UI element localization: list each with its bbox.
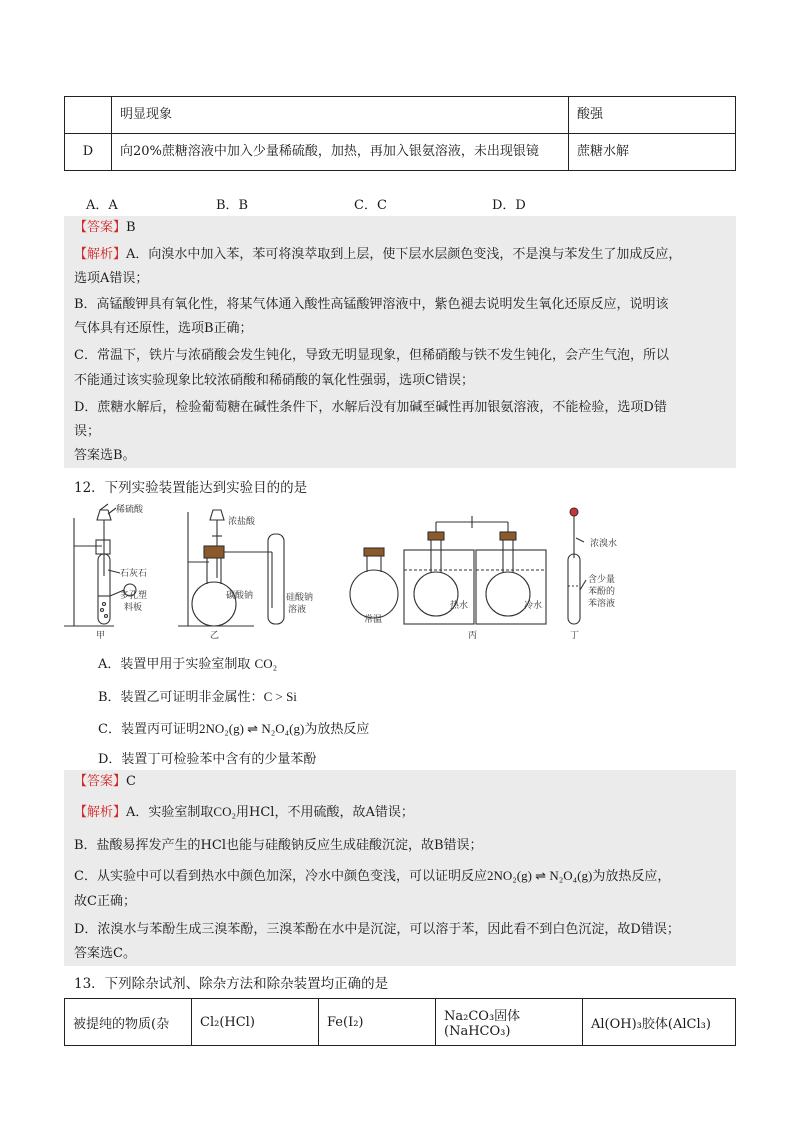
table-cell [65,97,112,134]
diagram-label: 硅酸钠 [286,593,314,603]
analysis-tag: 【解析】 [74,805,127,820]
diagram-label: 含少量 [588,575,616,585]
table-cell: 明显现象 [112,97,569,134]
diagram-label: 热水 [450,601,469,611]
q11-answer [74,218,136,238]
answer-value: C [126,774,136,789]
analysis-line: D．浓溴水与苯酚生成三溴苯酚，三溴苯酚在水中是沉淀，可以溶于苯，因此看不到白色沉淀，故D错误； [74,922,680,937]
option-c: C．C [354,198,387,213]
table-row [65,999,736,1046]
table-header: Cl₂(HCl) [192,999,319,1046]
option-text: B．装置乙可证明非金属性： [98,690,264,705]
analysis-text: A．向溴水中加入苯，苯可将溴萃取到上层，使下层水层颜色变浅，不是溴与苯发生了加成反应， [126,247,682,262]
option-text: 为放热反应 [304,722,370,737]
diagram-label: 溶液 [288,605,307,615]
table-cell: D [65,134,112,171]
table-cell: 向20%蔗糖溶液中加入少量稀硫酸，加热，再加入银氨溶液，未出现银镜 [112,134,569,171]
option-b: B．B [216,198,249,213]
table-header: 被提纯的物质(杂 [65,999,192,1046]
analysis-tag: 【解析】 [74,247,127,262]
table-header: Al(OH)₃胶体(AlCl₃) [583,999,736,1046]
diagram-label: 乙 [210,631,220,640]
analysis-line: 答案选C。 [74,946,136,961]
diagram-label: 苯溶液 [588,599,616,609]
q12-apparatus-diagram [64,498,624,640]
analysis-line: C．常温下，铁片与浓硝酸会发生钝化，导致无明显现象，但稀硝酸与铁不发生钝化，会产生气泡，所以 [74,348,669,363]
diagram-label: 丙 [468,631,478,640]
diagram-label: 冷水 [524,601,543,611]
analysis-line: B．高锰酸钾具有氧化性，将某气体通入酸性高锰酸钾溶液中，紫色褪去说明发生氧化还原反应，说明该 [74,297,669,312]
analysis-line [74,802,414,823]
diagram-label: 常温 [364,615,383,625]
table-cell: 蔗糖水解 [569,134,736,171]
analysis-line: 气体具有还原性，选项B正确； [74,321,253,336]
diagram-label: 丁 [570,631,580,640]
analysis-text: 为放热反应， [592,869,671,884]
diagram-label: 料板 [124,603,143,613]
option-text: A．装置甲用于实验室制取 [98,657,251,672]
analysis-line: 选项A错误； [74,271,149,286]
q13-stem: 13．下列除杂试剂、除杂方法和除杂装置均正确的是 [74,976,389,992]
answer-value: B [126,220,136,235]
option-a: A．A [86,198,118,213]
q13-table [64,998,736,1046]
diagram-label: 苯酚的 [588,587,616,597]
formula-co2: CO₂ [213,804,236,819]
formula-co2: CO₂ [254,656,278,671]
analysis-text: 用HCl，不用硫酸，故A错误； [236,805,414,820]
table-header: Na₂CO₃固体(NaHCO₃) [436,999,583,1046]
q12-answer [74,772,136,792]
q12-option-d: D．装置丁可检验苯中含有的少量苯酚 [98,752,317,767]
table-cell: 酸强 [569,97,736,134]
analysis-line: 故C正确； [74,894,136,909]
formula-reaction: 2NO₂(g) ⇌ N₂O₄(g) [198,721,305,736]
q12-option-b [98,686,297,705]
table-header: Fe(I₂) [319,999,436,1046]
q12-stem: 12．下列实验装置能达到实验目的的是 [74,480,308,496]
diagram-label: 浓溴水 [590,539,618,549]
diagram-label: 石灰石 [120,569,148,579]
analysis-line [74,866,670,887]
diagram-label: 稀硫酸 [116,505,144,515]
answer-tag: 【答案】 [74,220,127,235]
analysis-line [74,245,681,265]
q12-option-c [98,718,369,737]
analysis-text: C．从实验中可以看到热水中颜色加深，冷水中颜色变浅，可以证明反应 [74,869,487,884]
diagram-label: 碳酸钠 [226,591,254,601]
analysis-line: 误； [74,424,101,439]
table-row [65,134,736,171]
answer-tag: 【答案】 [74,774,127,789]
q12-option-a [98,653,277,672]
analysis-text: A．实验室制取 [126,805,214,820]
formula-reaction: 2NO₂(g) ⇌ N₂O₄(g) [486,868,593,883]
analysis-line: D．蔗糖水解后，检验葡萄糖在碱性条件下，水解后没有加碱至碱性再加银氨溶液，不能检验，选项D错 [74,400,667,415]
diagram-label: 多孔塑 [120,591,148,601]
q11-table [64,96,736,171]
option-text: C．装置丙可证明 [98,722,199,737]
table-row [65,97,736,134]
analysis-line: 答案选B。 [74,448,136,463]
diagram-label: 甲 [96,631,106,640]
analysis-line: B．盐酸易挥发产生的HCl也能与硅酸钠反应生成硅酸沉淀，故B错误； [74,838,483,853]
diagram-label: 浓盐酸 [228,517,256,527]
formula-expression: C > Si [263,689,297,704]
analysis-line: 不能通过该实验现象比较浓硝酸和稀硝酸的氧化性强弱，选项C错误； [74,373,474,388]
option-d: D．D [492,198,526,213]
